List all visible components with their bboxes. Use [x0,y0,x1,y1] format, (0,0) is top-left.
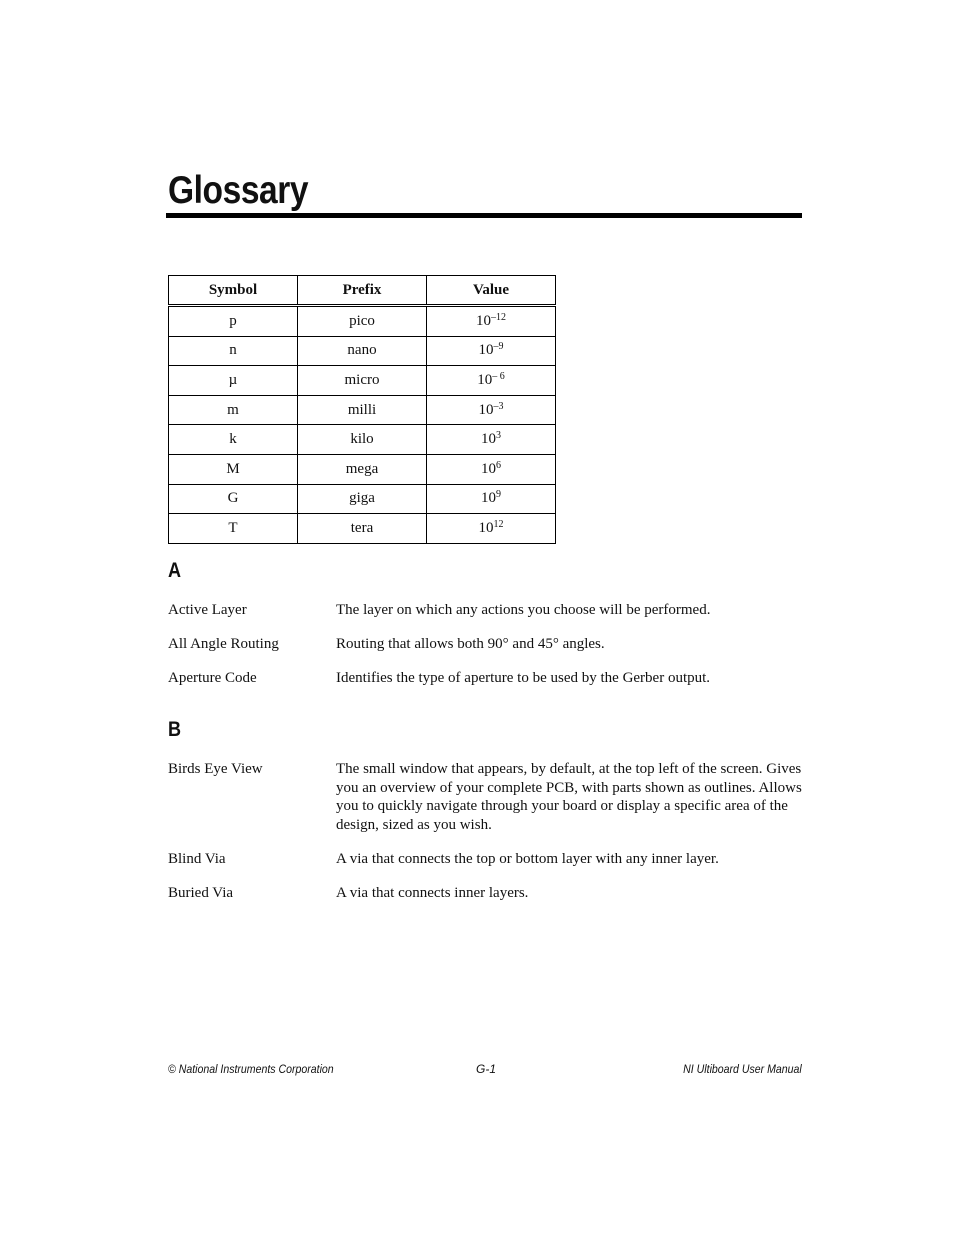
prefix-cell: micro [298,366,427,396]
glossary-definition: A via that connects the top or bottom layer with any inner layer. [336,851,719,867]
table-row [169,306,556,337]
glossary-definition: A via that connects inner layers. [336,885,529,901]
symbol-cell: M [169,454,298,484]
glossary-definition: The small window that appears, by default, at the top left of the screen. Gives you an overview of your complete PCB, with parts shown as outlines. Allows you to quickly navigate through your board or display a specific area of the design, sized as you wish. [336,761,802,834]
prefix-cell: kilo [298,425,427,455]
footer-copyright: © National Instruments Corporation [168,1062,334,1076]
symbol-cell: p [169,306,298,337]
page-title: Glossary [168,169,309,212]
value-exponent: 6 [496,459,501,471]
page-footer [168,1062,802,1078]
value-cell [427,514,556,544]
glossary-term: All Angle Routing [168,636,279,652]
prefix-cell: nano [298,336,427,366]
symbol-cell: k [169,425,298,455]
value-cell [427,484,556,514]
value-cell [427,366,556,396]
value-cell [427,395,556,425]
footer-page-number: G-1 [476,1062,497,1076]
value-base: 10 [476,312,491,329]
prefix-cell: milli [298,395,427,425]
table-header-row [169,276,556,306]
prefix-cell: pico [298,306,427,337]
symbol-cell: µ [169,366,298,396]
symbol-cell: m [169,395,298,425]
prefix-cell: giga [298,484,427,514]
column-header-value: Value [427,276,556,306]
table-row [169,395,556,425]
prefix-cell: tera [298,514,427,544]
value-base: 10 [481,460,496,477]
section-heading-b: B [168,718,182,741]
value-exponent: 9 [496,489,501,501]
symbol-cell: n [169,336,298,366]
table-row [169,425,556,455]
value-exponent: –12 [491,311,506,323]
symbol-cell: G [169,484,298,514]
table-row [169,366,556,396]
glossary-definition: Routing that allows both 90° and 45° angles. [336,636,605,652]
table-row [169,454,556,484]
glossary-definition: Identifies the type of aperture to be used by the Gerber output. [336,670,711,686]
glossary-term: Aperture Code [168,670,257,686]
value-base: 10 [477,371,493,388]
glossary-term: Active Layer [168,602,247,618]
value-base: 10 [478,401,494,418]
value-cell [427,306,556,337]
value-exponent: 12 [493,518,504,530]
value-cell [427,336,556,366]
table-row [169,336,556,366]
prefix-cell: mega [298,454,427,484]
symbol-cell: T [169,514,298,544]
value-exponent: –9 [493,341,504,353]
value-base: 10 [481,490,496,507]
table-row [169,484,556,514]
title-rule [166,213,802,218]
glossary-term: Blind Via [168,851,226,867]
prefix-table [168,275,556,544]
value-exponent: – 6 [492,370,505,382]
value-base: 10 [478,519,494,536]
footer-manual-title: NI Ultiboard User Manual [683,1062,802,1076]
glossary-definition: The layer on which any actions you choose will be performed. [336,602,711,618]
value-cell [427,454,556,484]
glossary-term: Birds Eye View [168,761,263,777]
column-header-symbol: Symbol [169,276,298,306]
value-exponent: –3 [493,400,504,412]
glossary-term: Buried Via [168,885,234,901]
column-header-prefix: Prefix [298,276,427,306]
value-exponent: 3 [496,430,501,442]
value-cell [427,425,556,455]
section-heading-a: A [168,559,182,582]
value-base: 10 [481,431,496,448]
value-base: 10 [478,342,494,359]
table-row [169,514,556,544]
